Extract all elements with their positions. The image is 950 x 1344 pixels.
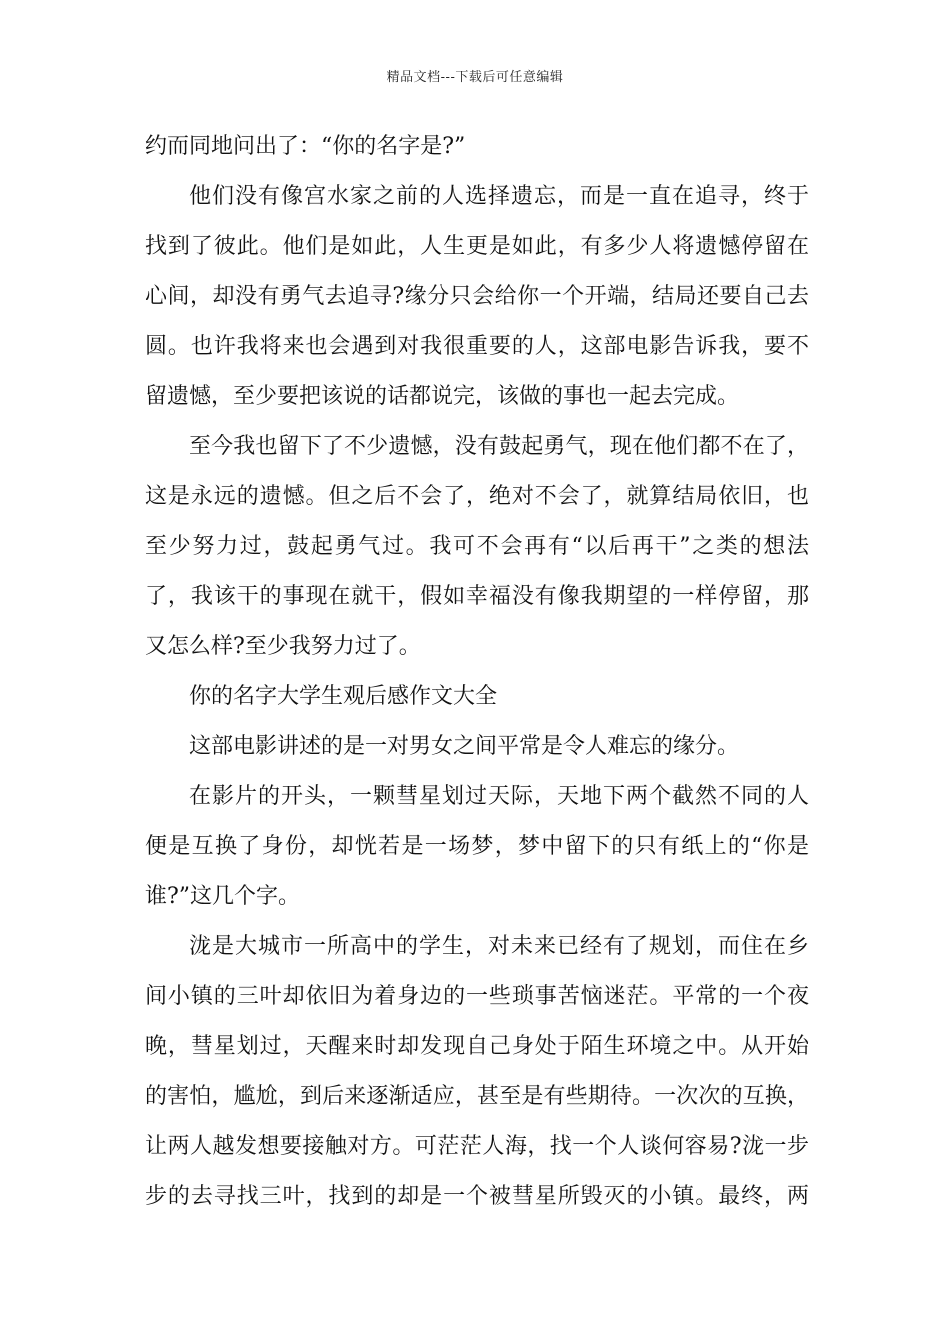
section-heading: 你的名字大学生观后感作文大全 <box>189 684 498 709</box>
text-line: 泷是大城市一所高中的学生，对未来已经有了规划，而住在乡 <box>189 934 809 959</box>
text-line: 间小镇的三叶却依旧为着身边的一些琐事苦恼迷茫。平常的一个夜 <box>145 984 809 1009</box>
text-line: 便是互换了身份，却恍若是一场梦，梦中留下的只有纸上的“你是 <box>145 834 809 859</box>
text-line: 找到了彼此。他们是如此，人生更是如此，有多少人将遗憾停留在 <box>145 234 809 259</box>
text-line: 留遗憾，至少要把该说的话都说完，该做的事也一起去完成。 <box>145 384 740 409</box>
text-line: 晚，彗星划过，天醒来时却发现自己身处于陌生环境之中。从开始 <box>145 1034 809 1059</box>
text-line: 至今我也留下了不少遗憾，没有鼓起勇气，现在他们都不在了， <box>189 434 809 459</box>
text-line: 又怎么样?至少我努力过了。 <box>145 634 421 659</box>
text-line: 在影片的开头，一颗彗星划过天际，天地下两个截然不同的人 <box>189 784 809 809</box>
page-header: 精品文档---下载后可任意编辑 <box>386 70 564 85</box>
text-line: 了，我该干的事现在就干，假如幸福没有像我期望的一样停留，那 <box>145 584 809 609</box>
text-line: 他们没有像宫水家之前的人选择遗忘，而是一直在追寻，终于 <box>189 184 809 209</box>
text-line: 圆。也许我将来也会遇到对我很重要的人，这部电影告诉我，要不 <box>145 334 809 359</box>
text-line: 至少努力过，鼓起勇气过。我可不会再有“以后再干”之类的想法 <box>145 534 809 559</box>
text-line: 心间，却没有勇气去追寻?缘分只会给你一个开端，结局还要自己去 <box>145 284 809 309</box>
text-line: 约而同地问出了：“你的名字是?” <box>145 134 466 159</box>
text-line: 这部电影讲述的是一对男女之间平常是令人难忘的缘分。 <box>189 734 740 759</box>
text-line: 让两人越发想要接触对方。可茫茫人海，找一个人谈何容易?泷一步 <box>145 1134 809 1159</box>
text-line: 的害怕，尴尬，到后来逐渐适应，甚至是有些期待。一次次的互换， <box>145 1084 809 1109</box>
text-line: 谁?”这几个字。 <box>145 884 301 909</box>
text-line: 步的去寻找三叶，找到的却是一个被彗星所毁灭的小镇。最终，两 <box>145 1184 809 1209</box>
body-text <box>145 122 809 1222</box>
text-line: 这是永远的遗憾。但之后不会了，绝对不会了，就算结局依旧，也 <box>145 484 809 509</box>
